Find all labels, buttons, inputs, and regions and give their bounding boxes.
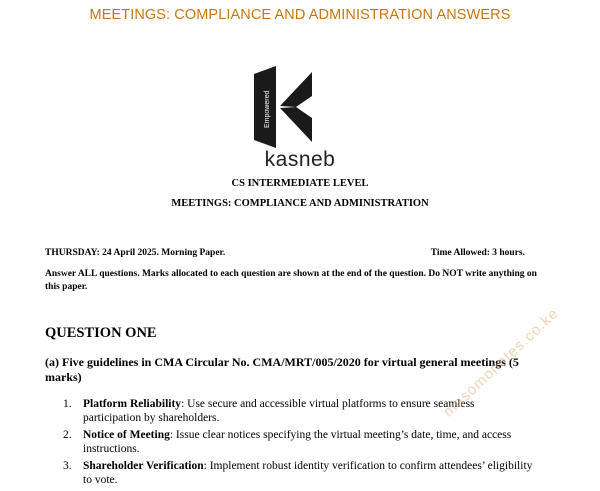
exam-level: CS INTERMEDIATE LEVEL bbox=[231, 178, 369, 189]
exam-subject: MEETINGS: COMPLIANCE AND ADMINISTRATION bbox=[171, 198, 429, 209]
exam-date-line bbox=[45, 248, 525, 258]
page-banner: MEETINGS: COMPLIANCE AND ADMINISTRATION ANSWERS bbox=[89, 7, 511, 23]
sub-question-a: (a) Five guidelines in CMA Circular No. CMA/MRT/005/2020 for virtual general meetings (5 marks) bbox=[45, 355, 519, 384]
list-item: 3. Shareholder Verification: Implement robust identity verification to confirm attendees’ eligibility to vote. bbox=[63, 460, 533, 486]
exam-date: THURSDAY: 24 April 2025. Morning Paper. bbox=[45, 248, 226, 258]
logo-tagline: Empowered bbox=[264, 90, 271, 128]
guidelines-list bbox=[63, 398, 533, 491]
list-item: 1. Platform Reliability: Use secure and accessible virtual platforms to ensure seamless participation by shareholders. bbox=[63, 398, 475, 424]
watermark: masomonotes.co.ke bbox=[440, 304, 563, 421]
list-item: 2. Notice of Meeting: Issue clear notices specifying the virtual meeting’s date, time, and access instructions. bbox=[63, 429, 512, 455]
exam-instructions: Answer ALL questions. Marks allocated to each question are shown at the end of the question. Do NOT write anything on this paper. bbox=[45, 269, 537, 292]
time-allowed: Time Allowed: 3 hours. bbox=[430, 248, 525, 258]
question-title: QUESTION ONE bbox=[45, 325, 157, 341]
logo-brand: kasneb bbox=[264, 148, 336, 171]
kasneb-logo-icon bbox=[250, 66, 320, 148]
